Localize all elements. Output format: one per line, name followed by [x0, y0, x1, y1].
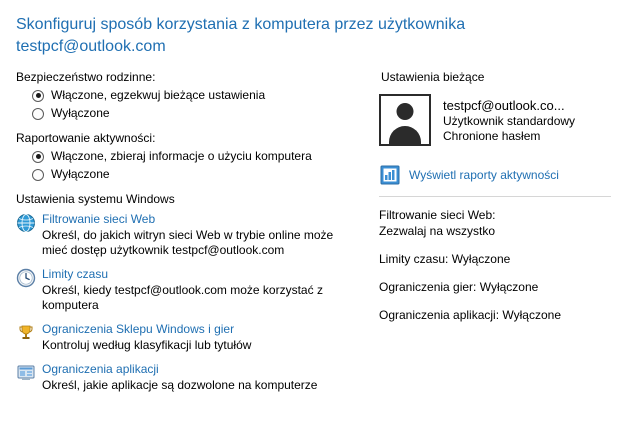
setting-link-store-game-restrictions[interactable]: Ograniczenia Sklepu Windows i gier [42, 322, 235, 336]
current-settings-header: Ustawienia bieżące [381, 70, 485, 84]
status-key: Filtrowanie sieci Web: [379, 208, 496, 222]
clock-icon [16, 267, 42, 313]
account-name: testpcf@outlook.co... [443, 98, 565, 113]
avatar-head [397, 103, 414, 120]
divider [379, 196, 611, 197]
status-key: Ograniczenia aplikacji: [379, 308, 500, 322]
view-activity-reports-link[interactable]: Wyświetl raporty aktywności [409, 168, 559, 182]
status-game-restrictions [379, 279, 614, 295]
content-columns [14, 70, 626, 402]
setting-desc: Określ, kiedy testpcf@outlook.com może korzystać z komputera [42, 283, 323, 312]
report-icon [379, 164, 401, 186]
page-title-line2: testpcf@outlook.com [16, 38, 166, 55]
status-key: Limity czasu: [379, 252, 449, 266]
radio-icon-checked[interactable] [32, 90, 44, 102]
radio-label: Wyłączone [51, 167, 110, 181]
setting-app-restrictions[interactable] [14, 362, 359, 393]
radio-label: Wyłączone [51, 106, 110, 120]
setting-text [42, 322, 359, 353]
status-value: Wyłączone [502, 308, 561, 322]
radio-family-safety-on[interactable] [32, 88, 359, 103]
setting-desc: Kontroluj według klasyfikacji lub tytułów [42, 338, 252, 352]
radio-activity-reporting-on[interactable] [32, 149, 359, 164]
family-safety-label: Bezpieczeństwo rodzinne: [16, 70, 156, 84]
avatar [379, 94, 431, 146]
setting-text [42, 362, 359, 393]
family-safety-group [14, 70, 359, 121]
left-column [14, 70, 359, 402]
setting-desc: Określ, do jakich witryn sieci Web w trybie online może mieć dostęp użytkownik testpcf@outlook.com [42, 228, 334, 257]
radio-icon-unchecked[interactable] [32, 108, 44, 120]
setting-link-app-restrictions[interactable]: Ograniczenia aplikacji [42, 362, 159, 376]
status-value: Wyłączone [479, 280, 539, 294]
status-value: Zezwalaj na wszystko [379, 224, 496, 238]
radio-icon-unchecked[interactable] [32, 169, 44, 181]
activity-reporting-group [14, 131, 359, 182]
account-info [443, 94, 575, 144]
setting-text [42, 267, 359, 313]
trophy-icon [16, 322, 42, 353]
setting-link-web-filtering[interactable]: Filtrowanie sieci Web [42, 212, 156, 226]
avatar-body [389, 126, 421, 144]
radio-family-safety-off[interactable] [32, 106, 359, 121]
radio-label: Włączone, egzekwuj bieżące ustawienia [51, 88, 266, 102]
radio-label: Włączone, zbieraj informacje o użyciu komputera [51, 149, 312, 163]
app-icon [16, 362, 42, 393]
status-key-value [379, 251, 614, 267]
setting-store-game-restrictions[interactable] [14, 322, 359, 353]
view-activity-reports-row[interactable] [379, 164, 614, 186]
status-key: Ograniczenia gier: [379, 280, 477, 294]
status-time-limits [379, 251, 614, 267]
page-title [16, 14, 536, 58]
status-value: Wyłączone [451, 252, 511, 266]
radio-activity-reporting-off[interactable] [32, 167, 359, 182]
status-web-filtering [379, 207, 614, 239]
account-protection: Chronione hasłem [443, 129, 541, 143]
account-type: Użytkownik standardowy [443, 114, 576, 128]
account-summary [379, 94, 614, 146]
activity-reporting-label: Raportowanie aktywności: [16, 131, 156, 145]
radio-icon-checked[interactable] [32, 151, 44, 163]
status-key-value [379, 279, 614, 295]
setting-web-filtering[interactable] [14, 212, 359, 258]
setting-time-limits[interactable] [14, 267, 359, 313]
globe-icon [16, 212, 42, 258]
setting-link-time-limits[interactable]: Limity czasu [42, 267, 109, 281]
status-app-restrictions [379, 307, 614, 323]
windows-settings-label: Ustawienia systemu Windows [16, 192, 175, 206]
setting-desc: Określ, jakie aplikacje są dozwolone na komputerze [42, 378, 318, 392]
setting-text [42, 212, 359, 258]
status-key-value [379, 307, 614, 323]
right-column [359, 70, 614, 402]
page-title-line1: Skonfiguruj sposób korzystania z komputera przez użytkownika [16, 16, 466, 33]
